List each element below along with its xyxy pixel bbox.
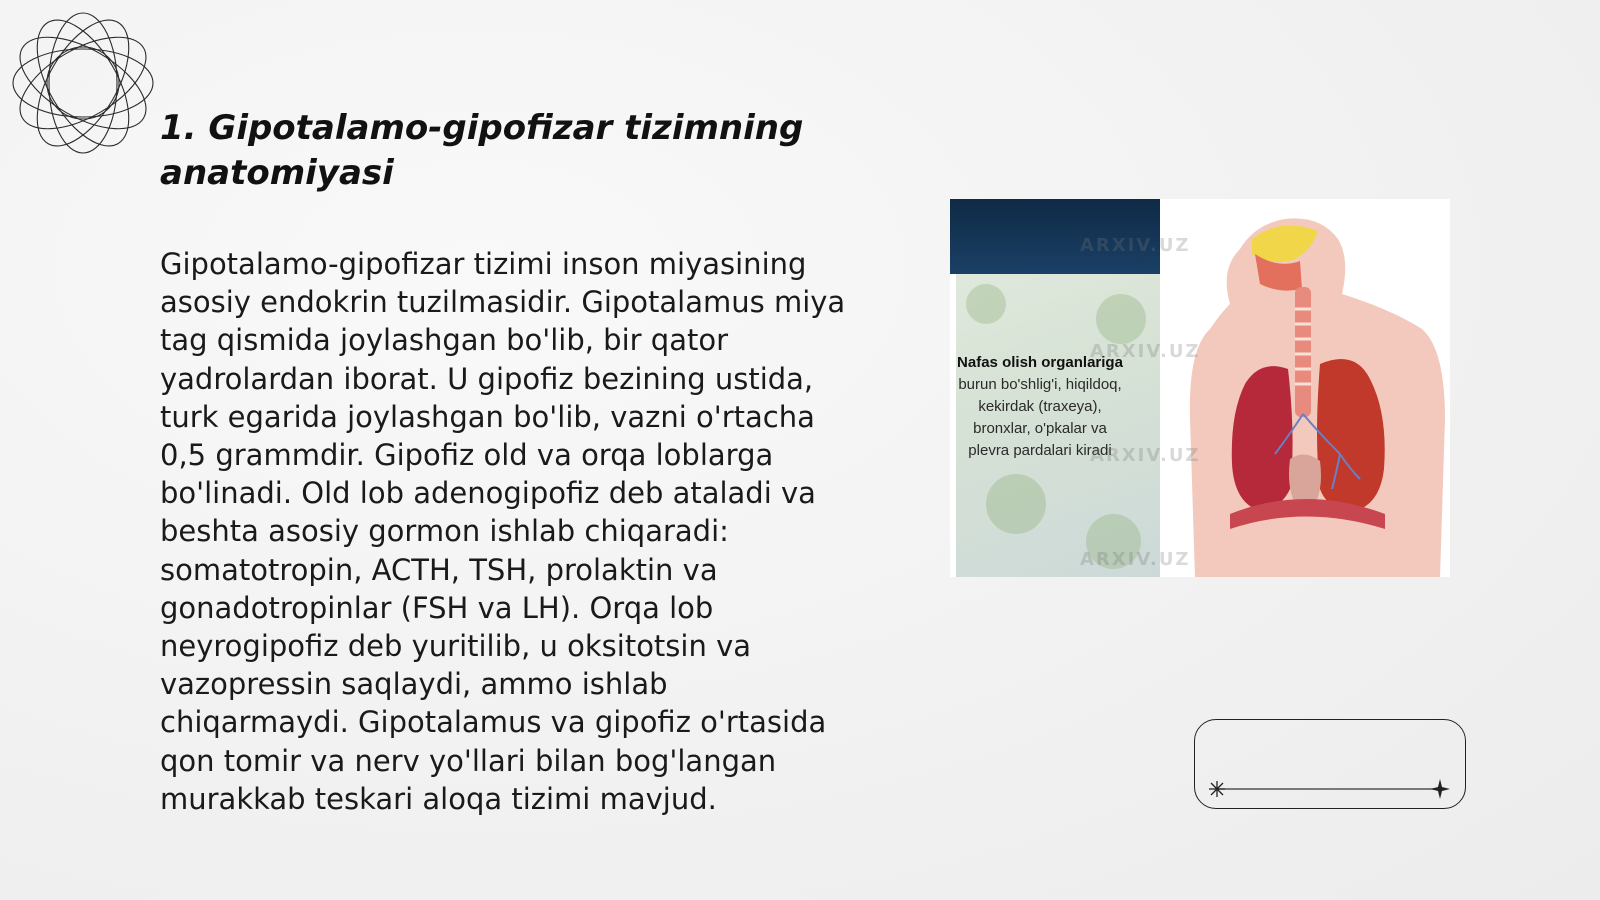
plus-star-icon bbox=[1430, 779, 1450, 799]
lungs-anatomy-illustration bbox=[1160, 199, 1450, 577]
figure-watermark: ARXIV.UZ bbox=[1080, 549, 1191, 570]
respiratory-system-figure bbox=[950, 199, 1450, 577]
figure-caption-bold: Nafas olish organlariga bbox=[957, 354, 1123, 371]
figure-watermark: ARXIV.UZ bbox=[1090, 341, 1201, 362]
orbit-rings-icon bbox=[10, 10, 156, 156]
figure-caption-rest: burun bo'shlig'i, hiqildoq, kekirdak (traxeya), bronxlar, o'pkalar va plevra pardalari kiradi bbox=[958, 376, 1122, 459]
slide-title bbox=[160, 106, 920, 196]
slide-title-line2: anatomiyasi bbox=[160, 153, 394, 193]
slide-title-line1: 1. Gipotalamo-gipofizar tizimning bbox=[160, 108, 804, 148]
figure-watermark: ARXIV.UZ bbox=[1080, 235, 1191, 256]
figure-watermark: ARXIV.UZ bbox=[1090, 445, 1201, 466]
decorative-slider-frame bbox=[1194, 719, 1466, 809]
slide-body-text: Gipotalamo-gipofizar tizimi inson miyasining asosiy endokrin tuzilmasidir. Gipotalamus miya tag qismida joylashgan bo'lib, bir qator yadrolardan iborat. U gipofiz bezining ustida, turk egarida joylashgan bo'lib, vazni o'rtacha 0,5 grammdir. Gipofiz old va orqa loblarga bo'linadi. Old lob adenogipofiz deb ataladi va beshta asosiy gormon ishlab chiqaradi: somatotropin, ACTH, TSH, prolaktin va gonadotropinlar (FSH va LH). Orqa lob neyrogipofiz deb yuritilib, u oksitotsin va vazopressin saqlaydi, ammo ishlab chiqarmaydi. Gipotalamus va gipofiz o'rtasida qon tomir va nerv yo'llari bilan bog'langan murakkab teskari aloqa tizimi mavjud. bbox=[160, 247, 846, 816]
sparkle-icon bbox=[1209, 781, 1225, 797]
